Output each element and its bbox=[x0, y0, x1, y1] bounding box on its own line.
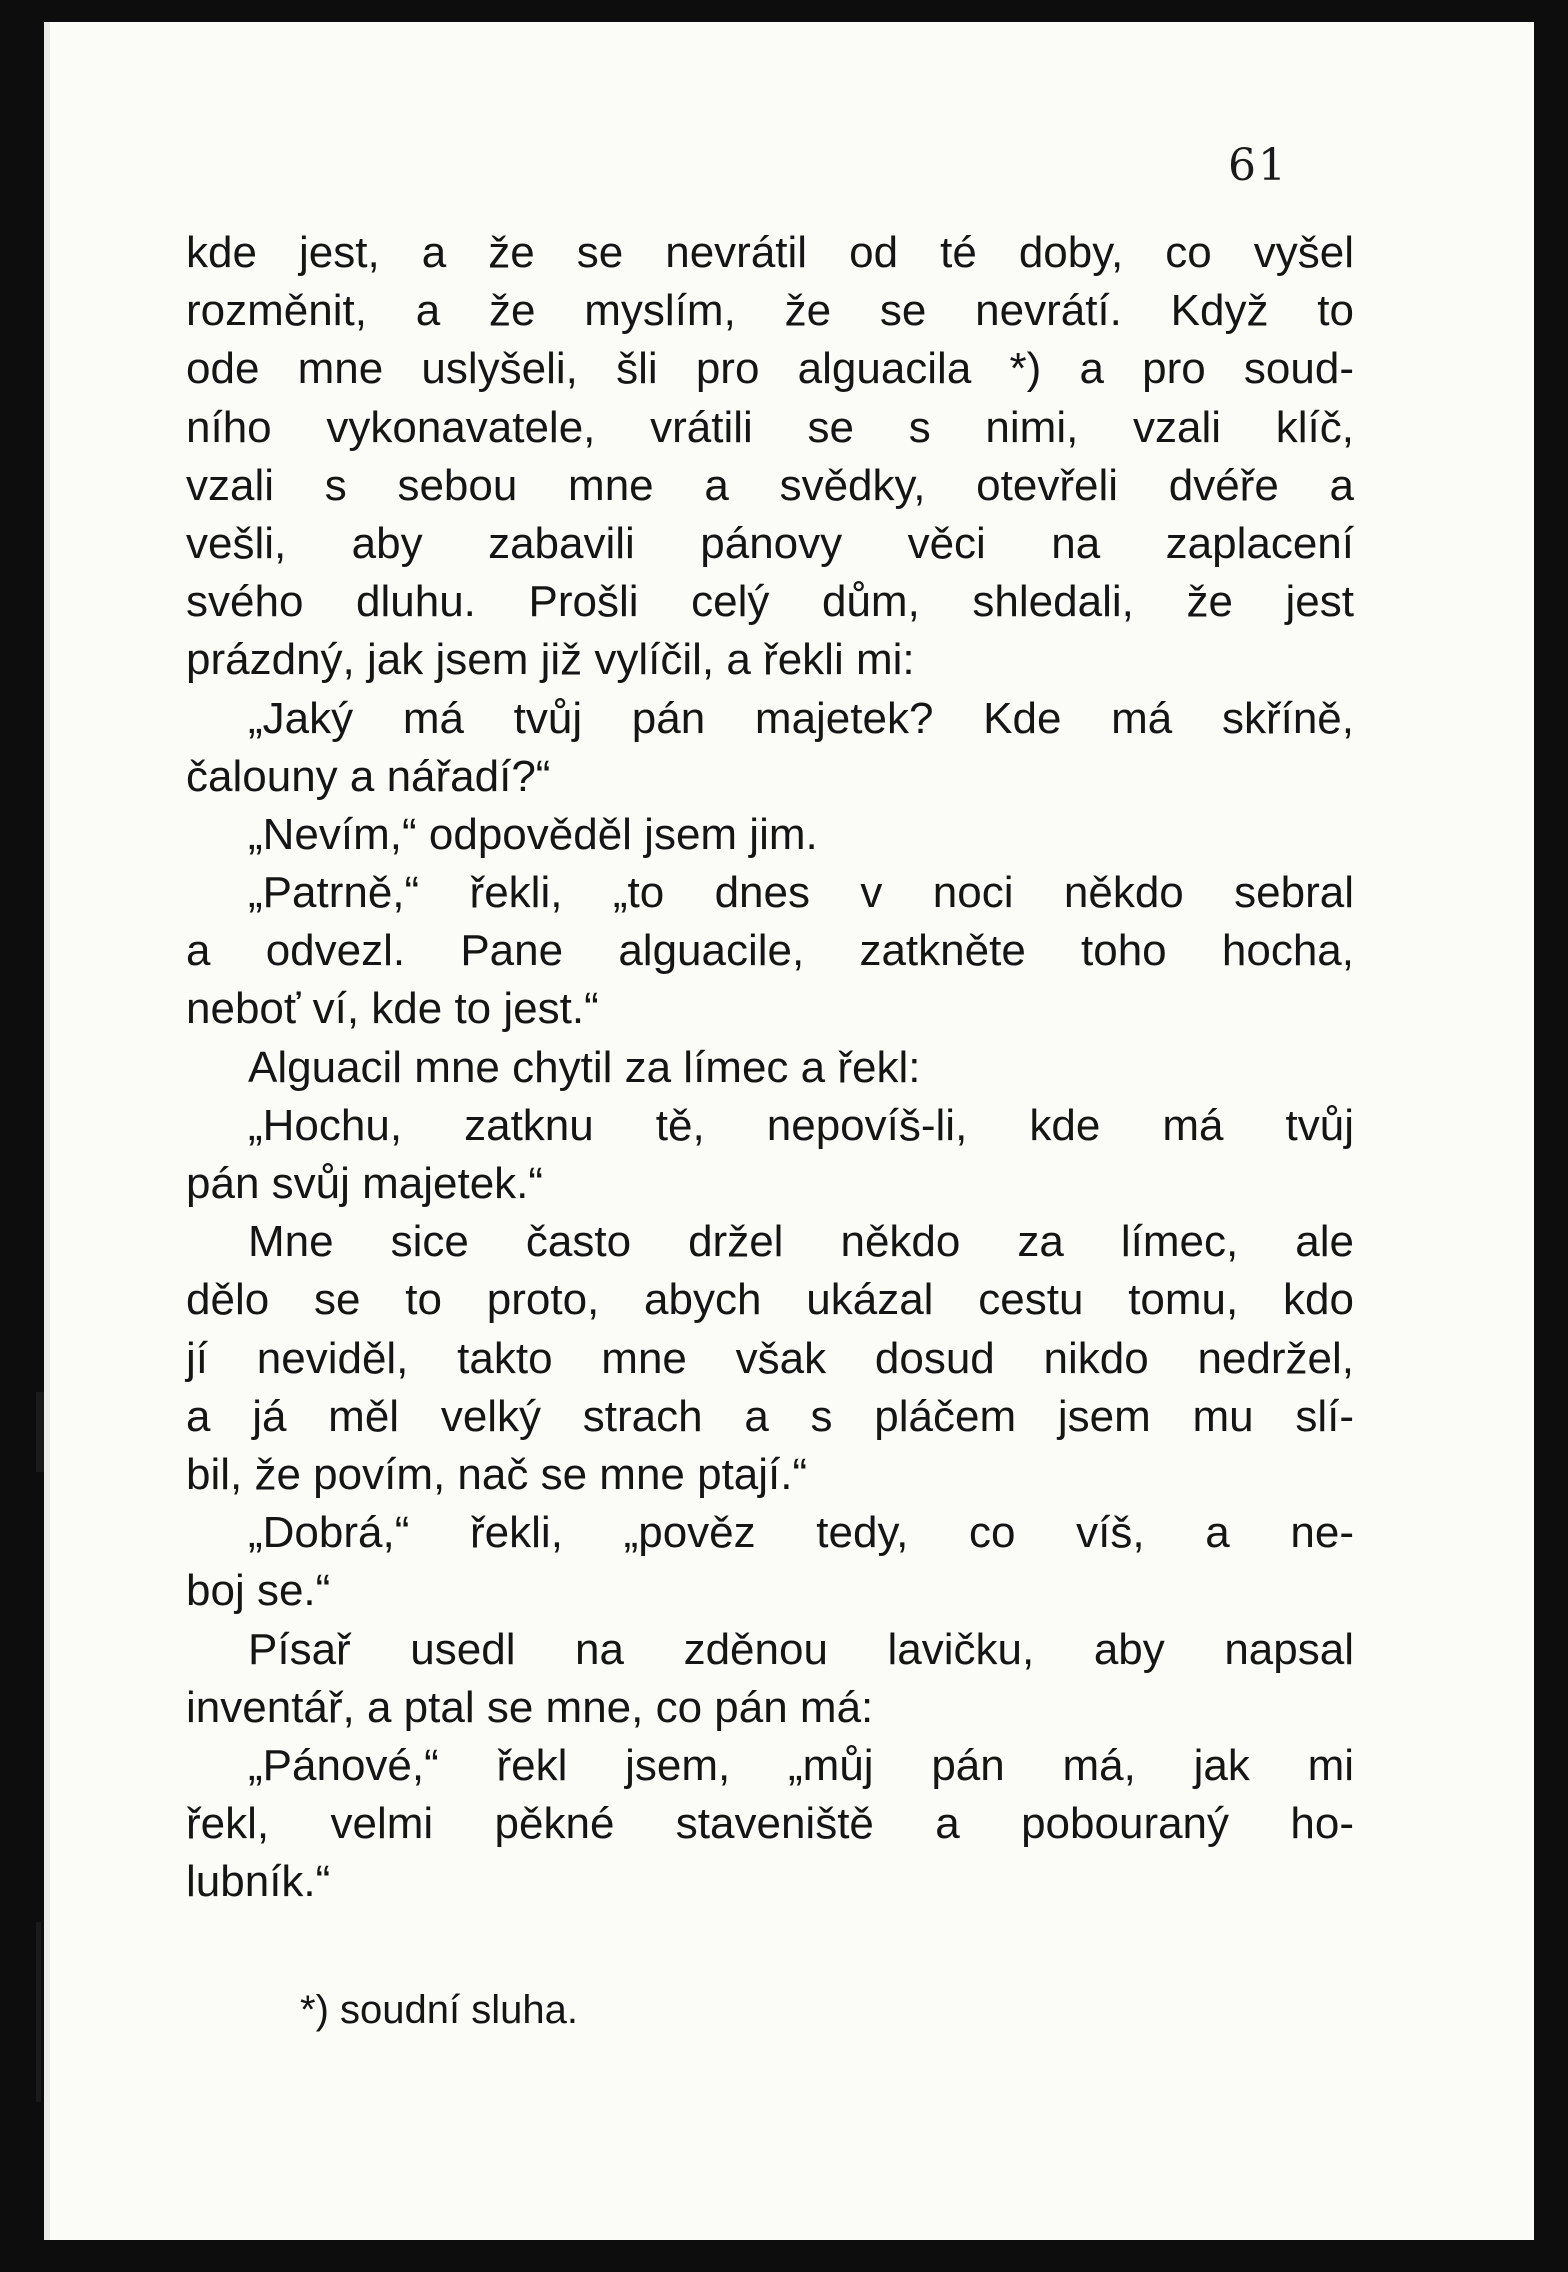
text-line: pán svůj majetek.“ bbox=[186, 1159, 544, 1208]
text-line: bil, že povím, nač se mne ptají.“ bbox=[186, 1449, 808, 1499]
text-line: „Patrně,“ řekli, „to dnes v noci někdo sebral bbox=[248, 868, 1354, 918]
text-line: neboť ví, kde to jest.“ bbox=[186, 984, 599, 1034]
text-line: Mne sice často držel někdo za límec, ale bbox=[248, 1217, 1354, 1267]
text-line: „Jaký má tvůj pán majetek? Kde má skříně, bbox=[248, 693, 1354, 743]
scan-edge-mark bbox=[36, 1922, 41, 2102]
body-text bbox=[186, 224, 1354, 1911]
text-line: dělo se to proto, abych ukázal cestu tomu, kdo bbox=[186, 1275, 1354, 1325]
text-line: „Hochu, zatknu tě, nepovíš-li, kde má tvůj bbox=[248, 1100, 1354, 1150]
text-line: prázdný, jak jsem již vylíčil, a řekli mi: bbox=[186, 635, 915, 685]
text-line: lubník.“ bbox=[186, 1857, 331, 1907]
page-number: 61 bbox=[1228, 140, 1288, 191]
text-line: Písař usedl na zděnou lavičku, aby napsal bbox=[248, 1624, 1354, 1674]
text-line: vešli, aby zabavili pánovy věci na zaplacení bbox=[186, 518, 1354, 568]
text-line: rozměnit, a že myslím, že se nevrátí. Když to bbox=[186, 286, 1354, 336]
text-line: „Dobrá,“ řekli, „pověz tedy, co víš, a ne- bbox=[248, 1508, 1354, 1558]
text-line: kde jest, a že se nevrátil od té doby, co vyšel bbox=[186, 228, 1354, 277]
text-line: Alguacil mne chytil za límec a řekl: bbox=[248, 1042, 921, 1092]
scan-edge-mark bbox=[36, 1392, 44, 1472]
text-line: ního vykonavatele, vrátili se s nimi, vzali klíč, bbox=[186, 402, 1354, 452]
text-line: vzali s sebou mne a svědky, otevřeli dvéře a bbox=[186, 460, 1354, 510]
text-line: jí neviděl, takto mne však dosud nikdo nedržel, bbox=[186, 1333, 1354, 1383]
text-line: a já měl velký strach a s pláčem jsem mu slí- bbox=[186, 1391, 1354, 1441]
text-line: a odvezl. Pane alguacile, zatkněte toho hocha, bbox=[186, 926, 1354, 976]
footnote: *) soudní sluha. bbox=[300, 1988, 578, 2032]
text-line: „Pánové,“ řekl jsem, „můj pán má, jak mi bbox=[248, 1740, 1354, 1790]
text-line: „Nevím,“ odpověděl jsem jim. bbox=[248, 809, 818, 859]
text-line: inventář, a ptal se mne, co pán má: bbox=[186, 1682, 874, 1732]
text-line: čalouny a nářadí?“ bbox=[186, 751, 551, 801]
text-line: řekl, velmi pěkné staveniště a pobouraný ho- bbox=[186, 1799, 1354, 1849]
text-line: svého dluhu. Prošli celý dům, shledali, že jest bbox=[186, 577, 1354, 627]
text-line: boj se.“ bbox=[186, 1566, 331, 1616]
text-line: ode mne uslyšeli, šli pro alguacila *) a pro soud- bbox=[186, 344, 1354, 394]
book-page bbox=[44, 22, 1534, 2240]
